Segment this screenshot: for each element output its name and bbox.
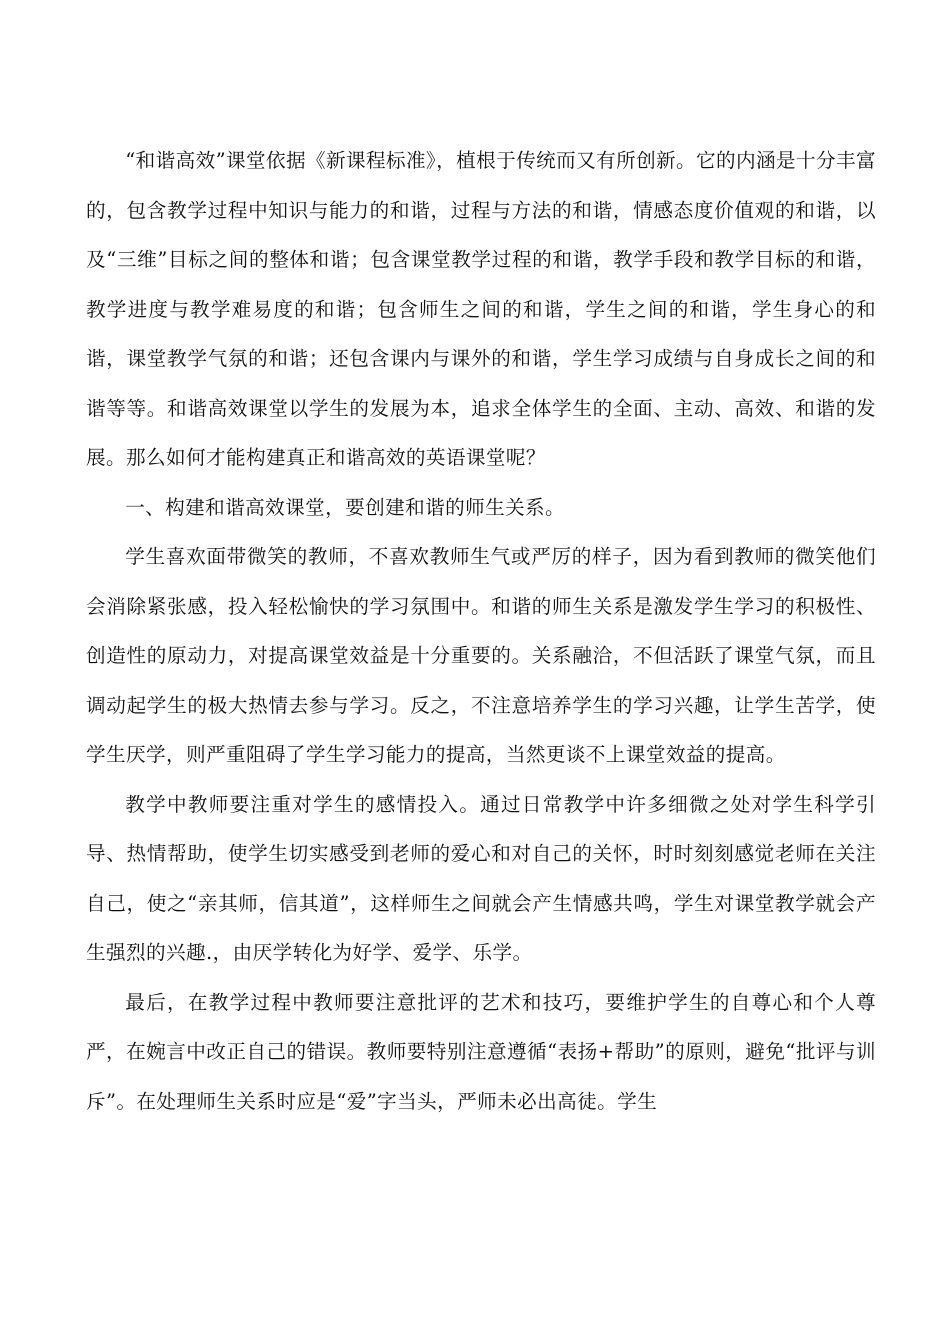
document-page (86, 136, 876, 1126)
section-heading-1: 一、构建和谐高效课堂，要创建和谐的师生关系。 (125, 495, 566, 519)
paragraph-emotional-investment: 教学中教师要注重对学生的感情投入。通过日常教学中许多细微之处对学生科学引导、热情帮助，使学生切实感受到老师的爱心和对自己的关怀，时时刻刻感觉老师在关注自己，使之“亲其师，信其道”，这样师生之间就会产生情感共鸣，学生对课堂教学就会产生强烈的兴趣.，由厌学转化为好学、爱学、乐学。 (86, 792, 876, 964)
paragraph-intro: “和谐高效”课堂依据《新课程标准》，植根于传统而又有所创新。它的内涵是十分丰富的，包含教学过程中知识与能力的和谐，过程与方法的和谐，情感态度价值观的和谐，以及“三维”目标之间的整体和谐；包含课堂教学过程的和谐，教学手段和教学目标的和谐，教学进度与教学难易度的和谐；包含师生之间的和谐，学生之间的和谐，学生身心的和谐，课堂教学气氛的和谐；还包含课内与课外的和谐，学生学习成绩与自身成长之间的和谐等等。和谐高效课堂以学生的发展为本，追求全体学生的全面、主动、高效、和谐的发展。那么如何才能构建真正和谐高效的英语课堂呢？ (86, 149, 876, 469)
paragraph-smiling-teacher: 学生喜欢面带微笑的教师，不喜欢教师生气或严厉的样子，因为看到教师的微笑他们会消除紧张感，投入轻松愉快的学习氛围中。和谐的师生关系是激发学生学习的积极性、创造性的原动力，对提高课堂效益是十分重要的。关系融洽，不但活跃了课堂气氛，而且调动起学生的极大热情去参与学习。反之，不注意培养学生的学习兴趣，让学生苦学，使学生厌学，则严重阻碍了学生学习能力的提高，当然更谈不上课堂效益的提高。 (86, 545, 876, 766)
paragraph-criticism-art: 最后，在教学过程中教师要注意批评的艺术和技巧，要维护学生的自尊心和个人尊严，在婉言中改正自己的错误。教师要特别注意遵循“表扬+帮助”的原则，避免“批评与训斥”。在处理师生关系时应是“爱”字当头，严师未必出高徒。学生 (86, 990, 876, 1113)
